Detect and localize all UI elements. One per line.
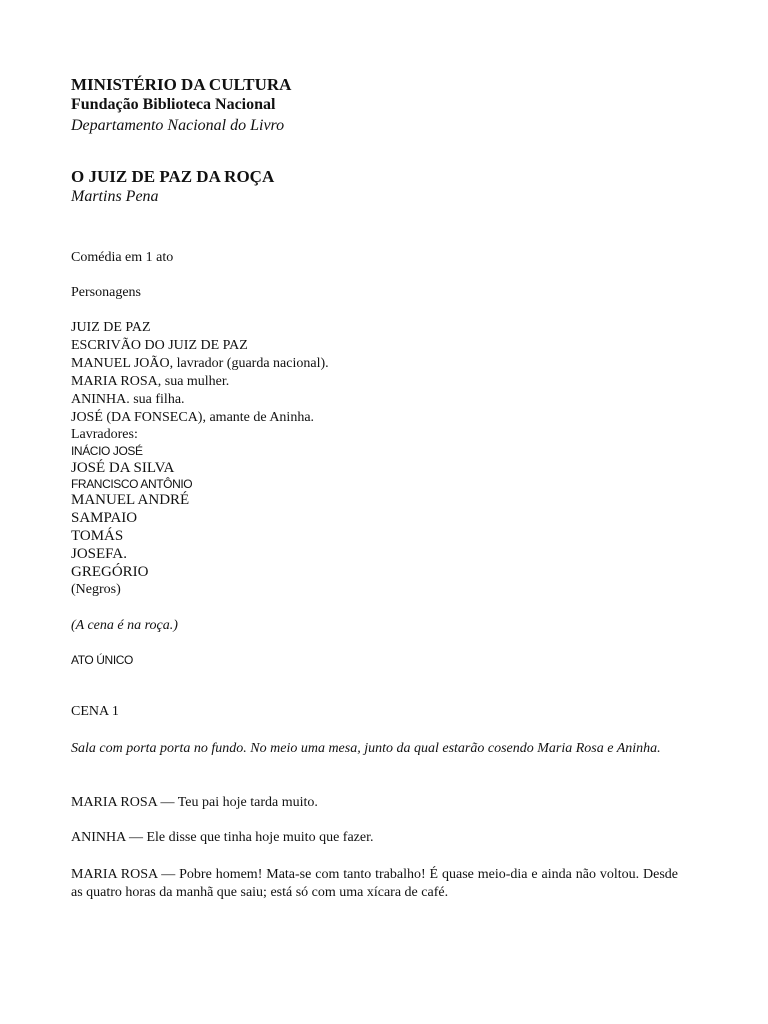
scene-heading: CENA 1: [71, 704, 119, 719]
genre-line: Comédia em 1 ato: [71, 250, 174, 265]
dialogue-line: ANINHA — Ele disse que tinha hoje muito que fazer.: [71, 830, 374, 845]
character-item: JOSEFA.: [71, 546, 127, 562]
character-item: ESCRIVÃO DO JUIZ DE PAZ: [71, 338, 248, 353]
act-heading: ATO ÚNICO: [71, 653, 133, 667]
characters-heading: Personagens: [71, 285, 141, 300]
setting-note: (A cena é na roça.): [71, 618, 178, 633]
character-item: MARIA ROSA, sua mulher.: [71, 374, 230, 389]
dialogue-line: MARIA ROSA — Teu pai hoje tarda muito.: [71, 795, 318, 810]
character-item: JOSÉ (DA FONSECA), amante de Aninha.: [71, 410, 315, 425]
play-author: Martins Pena: [71, 188, 159, 205]
character-item: MANUEL ANDRÉ: [71, 492, 190, 508]
character-item: JOSÉ DA SILVA: [71, 460, 175, 476]
character-item: TOMÁS: [71, 528, 124, 544]
stage-direction: Sala com porta porta no fundo. No meio uma mesa, junto da qual estarão cosendo Maria Rosa e Aninha.: [71, 741, 661, 756]
character-item: MANUEL JOÃO, lavrador (guarda nacional).: [71, 356, 329, 371]
character-item: (Negros): [71, 582, 121, 597]
character-item: JUIZ DE PAZ: [71, 320, 151, 335]
character-item: SAMPAIO: [71, 510, 138, 526]
play-title: O JUIZ DE PAZ DA ROÇA: [71, 167, 275, 186]
character-item: Lavradores:: [71, 427, 138, 442]
department-subheading: Departamento Nacional do Livro: [71, 117, 285, 134]
character-item: INÁCIO JOSÉ: [71, 444, 143, 458]
character-item: FRANCISCO ANTÔNIO: [71, 477, 193, 491]
dialogue-line: MARIA ROSA — Pobre homem! Mata-se com tanto trabalho! É quase meio-dia e ainda não voltou. Desde as quatro horas da manhã que saiu; está só com uma xícara de café.: [71, 867, 678, 900]
ministry-heading: MINISTÉRIO DA CULTURA: [71, 75, 292, 94]
foundation-heading: Fundação Biblioteca Nacional: [71, 96, 276, 113]
character-item: ANINHA. sua filha.: [71, 392, 185, 407]
character-item: GREGÓRIO: [71, 564, 149, 580]
